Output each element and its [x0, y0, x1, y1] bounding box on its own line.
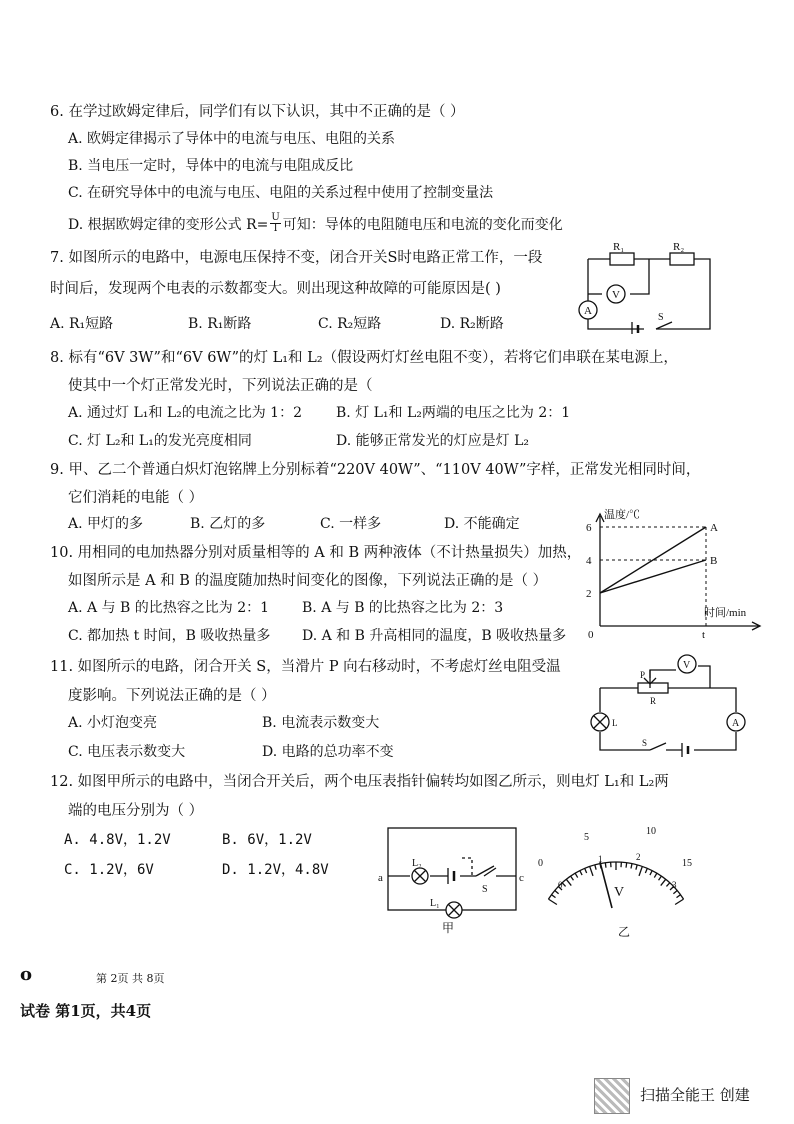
q12-dial-tick: [555, 890, 559, 893]
q11-rheostat: [638, 683, 668, 693]
q12-dial-tick: [575, 873, 578, 877]
q12-option-b: B. 6V，1.2V: [222, 832, 312, 848]
q12-dial-label-0-inner: 0: [558, 880, 563, 890]
q12-option-a: A. 4.8V，1.2V: [64, 832, 171, 848]
q7-switch: [656, 322, 672, 329]
q7-resistor-r1: [610, 253, 634, 265]
q12-dial-label-2-inner: 2: [636, 852, 641, 862]
q10-line2: 如图所示是 A 和 B 的温度随加热时间变化的图像，下列说法正确的是（ ）: [68, 573, 548, 589]
q12-dial-tick: [675, 899, 683, 904]
q12-dial-tick: [676, 895, 680, 898]
q8-option-d: D. 能够正常发光的灯应是灯 L₂: [336, 433, 529, 449]
q7-label-s: S: [658, 312, 664, 323]
q11-label-r: R: [650, 696, 657, 706]
q12-circuit-jia: [376, 818, 526, 934]
q10-series-label-B: B: [710, 555, 718, 567]
q6-option-b: B. 当电压一定时，导体中的电流与电阻成反比: [68, 158, 354, 174]
q7-option-a: A. R₁短路: [50, 316, 114, 332]
q6-option-c: C. 在研究导体中的电流与电压、电阻的关系过程中使用了控制变量法: [68, 185, 494, 201]
q8-option-a: A. 通过灯 L₁和 L₂的电流之比为 1：2: [68, 405, 302, 421]
q6-d-prefix: D. 根据欧姆定律的变形公式 R=: [68, 216, 269, 233]
q12-dial-pointer: [600, 862, 612, 908]
q12-voltmeter-dial-yi: [536, 822, 696, 940]
q7-resistor-r2: [670, 253, 694, 265]
q12-dial-tick: [654, 873, 657, 877]
q12-dial-label-10: 10: [646, 826, 656, 837]
q7-circuit-diagram: [570, 234, 720, 334]
scanner-logo-icon: [594, 1078, 630, 1114]
q12-dial-tick: [551, 895, 555, 898]
q10-series-line-B: [600, 560, 706, 593]
q12-label-c: c: [519, 872, 524, 884]
q10-series-label-A: A: [710, 522, 718, 534]
q12-dial-tick: [659, 876, 662, 880]
q7-option-c: C. R₂短路: [318, 316, 382, 332]
q6-fraction-den: I: [273, 223, 278, 234]
q12-dial-label-v: V: [614, 885, 625, 900]
q9-option-b: B. 乙灯的多: [190, 516, 266, 532]
q12-dial-tick: [562, 883, 565, 887]
q12-option-c: C. 1.2V，6V: [64, 862, 154, 878]
q10-option-a: A. A 与 B 的比热容之比为 2：1: [68, 600, 270, 616]
q10-option-d: D. A 和 B 升高相同的温度，B 吸收热量多: [302, 628, 567, 644]
q12-dial-label-1-inner: 1: [598, 854, 603, 864]
q12-dial-tick: [673, 890, 677, 893]
q12-dial-tick: [585, 868, 587, 873]
q10-option-b: B. A 与 B 的比热容之比为 2：3: [302, 600, 504, 616]
q12-dial-tick: [645, 868, 647, 873]
q12-dial-tick: [595, 865, 596, 870]
q7-label-v: V: [612, 289, 620, 301]
q12-label-l2: L₂: [412, 858, 422, 869]
q12-circuit-frame: [388, 828, 516, 910]
q12-line1: 12. 如图甲所示的电路中，当闭合开关后，两个电压表指针偏转均如图乙所示，则电灯 L₁和 L₂两: [50, 774, 669, 790]
q6-d-suffix: 可知：导体的电阻随电压和电流的变化而变化: [282, 216, 563, 233]
q12-dial-label-15: 15: [682, 858, 692, 869]
q12-option-d: D. 1.2V，4.8V: [222, 862, 329, 878]
q9-option-d: D. 不能确定: [444, 516, 520, 532]
q8-option-b: B. 灯 L₁和 L₂两端的电压之比为 2：1: [336, 405, 571, 421]
q8-line1: 8. 标有“6V 3W”和“6V 6W”的灯 L₁和 L₂（假设两灯灯丝电阻不变），若将它们串联在某电源上，: [50, 350, 678, 366]
q8-line2: 使其中一个灯正常发光时，下列说法正确的是（: [68, 378, 373, 394]
q11-line2: 度影响。下列说法正确的是（ ）: [68, 688, 276, 704]
q12-dial-tick: [666, 883, 669, 887]
q11-label-s: S: [642, 738, 648, 748]
q6-option-a: A. 欧姆定律揭示了导体中的电流与电压、电阻的关系: [68, 131, 396, 147]
q11-label-v: V: [683, 660, 691, 671]
q12-dial-tick: [590, 866, 593, 875]
q9-line1: 9. 甲、乙二个普通白炽灯泡铭牌上分别标着“220V 40W”、“110V 40W”字样，正常发光相同时间，: [50, 462, 701, 478]
q10-y-tick-4: 4: [586, 555, 592, 567]
q11-option-a: A. 小灯泡变亮: [68, 715, 158, 731]
q12-label-yi: 乙: [618, 925, 631, 939]
q12-dial-tick: [571, 876, 574, 880]
q12-dial-tick: [650, 871, 652, 875]
q10-y-tick-2: 2: [586, 588, 592, 600]
q10-origin: 0: [588, 629, 594, 640]
footer-page-small: 第 2页 共 8页: [96, 972, 165, 985]
q9-option-c: C. 一样多: [320, 516, 382, 532]
footer-page-main: 试卷 第1页，共4页: [20, 1002, 152, 1020]
q10-x-tick-t: t: [702, 629, 706, 640]
footer-mark: o: [20, 964, 33, 985]
q12-dial-tick: [566, 879, 571, 885]
q12-label-a: a: [378, 872, 383, 884]
q11-label-a: A: [732, 718, 740, 729]
q11-label-l: L: [612, 718, 618, 728]
q7-label-r2: R₂: [673, 241, 685, 253]
q7-option-d: D. R₂断路: [440, 316, 504, 332]
q10-y-tick-6: 6: [586, 522, 592, 534]
q6-stem: 6. 在学过欧姆定律后，同学们有以下认识，其中不正确的是（ ）: [50, 104, 465, 120]
q12-dial-label-5: 5: [584, 832, 589, 843]
q12-line2: 端的电压分别为（ ）: [68, 803, 204, 819]
q9-option-a: A. 甲灯的多: [68, 516, 144, 532]
q11-label-p: P: [640, 670, 646, 680]
q10-temperature-chart: [582, 506, 772, 640]
q12-dial-tick: [548, 899, 556, 904]
q8-option-c: C. 灯 L₂和 L₁的发光亮度相同: [68, 433, 252, 449]
q11-switch: [650, 743, 666, 750]
q7-line2: 时间后，发现两个电表的示数都变大。则出现这种故障的可能原因是( ): [50, 281, 501, 297]
q6-option-d: [68, 213, 563, 234]
q12-dial-tick: [580, 871, 582, 875]
q12-dial-tick: [636, 865, 637, 870]
q7-option-b: B. R₁断路: [188, 316, 252, 332]
q12-dial-tick: [605, 863, 606, 868]
q10-ylabel: 温度/℃: [604, 509, 641, 521]
q10-xlabel: 时间/min: [704, 607, 747, 619]
q11-option-b: B. 电流表示数变大: [262, 715, 380, 731]
q12-label-jia: 甲: [442, 921, 455, 934]
q7-label-a: A: [584, 305, 592, 317]
q12-label-s: S: [482, 884, 488, 895]
watermark-text: 扫描全能王 创建: [640, 1086, 750, 1104]
q10-line1: 10. 用相同的电加热器分别对质量相等的 A 和 B 两种液体（不计热量损失）加热，: [50, 545, 582, 561]
q11-line1: 11. 如图所示的电路，闭合开关 S，当滑片 P 向右移动时，不考虑灯丝电阻受温: [50, 659, 561, 675]
q6-fraction: [270, 213, 280, 234]
q7-line1: 7. 如图所示的电路中，电源电压保持不变，闭合开关S时电路正常工作，一段: [50, 250, 543, 266]
q11-option-c: C. 电压表示数变大: [68, 744, 186, 760]
q12-dial-label-3-inner: 3: [672, 880, 677, 890]
q11-option-d: D. 电路的总功率不变: [262, 744, 394, 760]
q12-dial-tick: [626, 863, 627, 868]
q12-dial-tick: [639, 866, 642, 875]
q11-circuit-diagram: [580, 648, 760, 764]
q12-label-l1: L₁: [430, 898, 440, 909]
q12-dial-label-0: 0: [538, 858, 543, 869]
q6-fraction-num: U: [271, 212, 280, 223]
q12-dial-tick: [631, 864, 632, 869]
q9-line2: 它们消耗的电能（ ）: [68, 490, 204, 506]
q7-label-r1: R₁: [613, 241, 625, 253]
q12-dial-tick: [661, 879, 666, 885]
q10-option-c: C. 都加热 t 时间，B 吸收热量多: [68, 628, 271, 644]
